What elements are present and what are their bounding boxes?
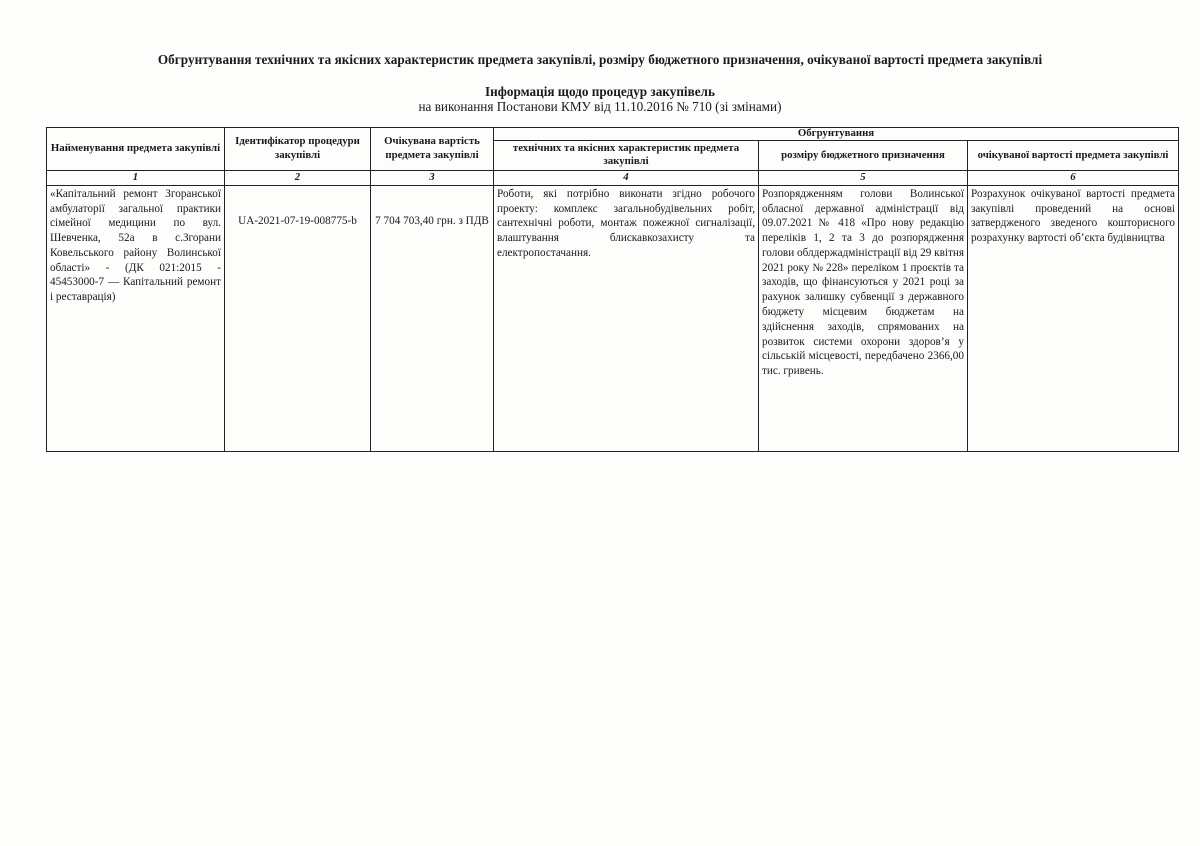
header-procedure-id: Ідентифікатор процедури закупівлі [225,128,371,171]
cell-technical: Роботи, які потрібно виконати згідно робочого проекту: комплекс загальнобудівельних робіт, сантехнічні роботи, монтаж пожежної сигналізації, влаштування блискавкозахисту та електропостачання. [494,185,759,451]
column-number: 4 [494,170,759,185]
cell-expected-cost: 7 704 703,40 грн. з ПДВ [371,185,494,451]
cell-subject-name: «Капітальний ремонт Згоранської амбулаторії загальної практики сімейної медицини по вул. Шевченка, 52а в с.Згорани Ковельського району Волинської області» - (ДК 021:2015 - 45453000-7 — Капітальний ремонт і реставрація) [47,185,225,451]
document-subtitle: Інформація щодо процедур закупівель [485,84,715,99]
document-subtitle-resolution: на виконання Постанови КМУ від 11.10.2016 № 710 (зі змінами) [418,99,782,114]
cell-budget: Розпорядженням голови Волинської обласної державної адміністрації від 09.07.2021 № 418 «Про нову редакцію переліків 1, 2 та 3 до розпорядження голови облдержадміністрації від 29 квітня 2021 року № 228» переліком 1 проєктів та заходів, що фінансуються у 2021 році за рахунок залишку субвенції з державного бюджету місцевим бюджетам на здійснення заходів, спрямованих на розвиток системи охорони здоров’я у сільській місцевості, передбачено 2366,00 тис. гривень. [759,185,968,451]
procurement-table [46,127,1179,452]
column-number: 2 [225,170,371,185]
column-number: 1 [47,170,225,185]
header-expected-cost: Очікувана вартість предмета закупівлі [371,128,494,171]
header-budget: розміру бюджетного призначення [759,140,968,170]
cell-expected-value: Розрахунок очікуваної вартості предмета закупівлі проведений на основі затвердженого зведеного кошторисного розрахунку вартості об’єкта будівництва [968,185,1179,451]
column-number: 3 [371,170,494,185]
column-number-row [47,170,1179,185]
column-number: 5 [759,170,968,185]
header-justification: Обгрунтування [494,128,1179,141]
header-subject-name: Найменування предмета закупівлі [47,128,225,171]
table-row [47,185,1179,451]
column-number: 6 [968,170,1179,185]
header-row [47,128,1179,141]
header-expected-value: очікуваної вартості предмета закупівлі [968,140,1179,170]
header-technical: технічних та якісних характеристик предмета закупівлі [494,140,759,170]
cell-procedure-id: UA-2021-07-19-008775-b [225,185,371,451]
document-title: Обгрунтування технічних та якісних характеристик предмета закупівлі, розміру бюджетного призначення, очікуваної вартості предмета закупівлі [157,52,1043,67]
